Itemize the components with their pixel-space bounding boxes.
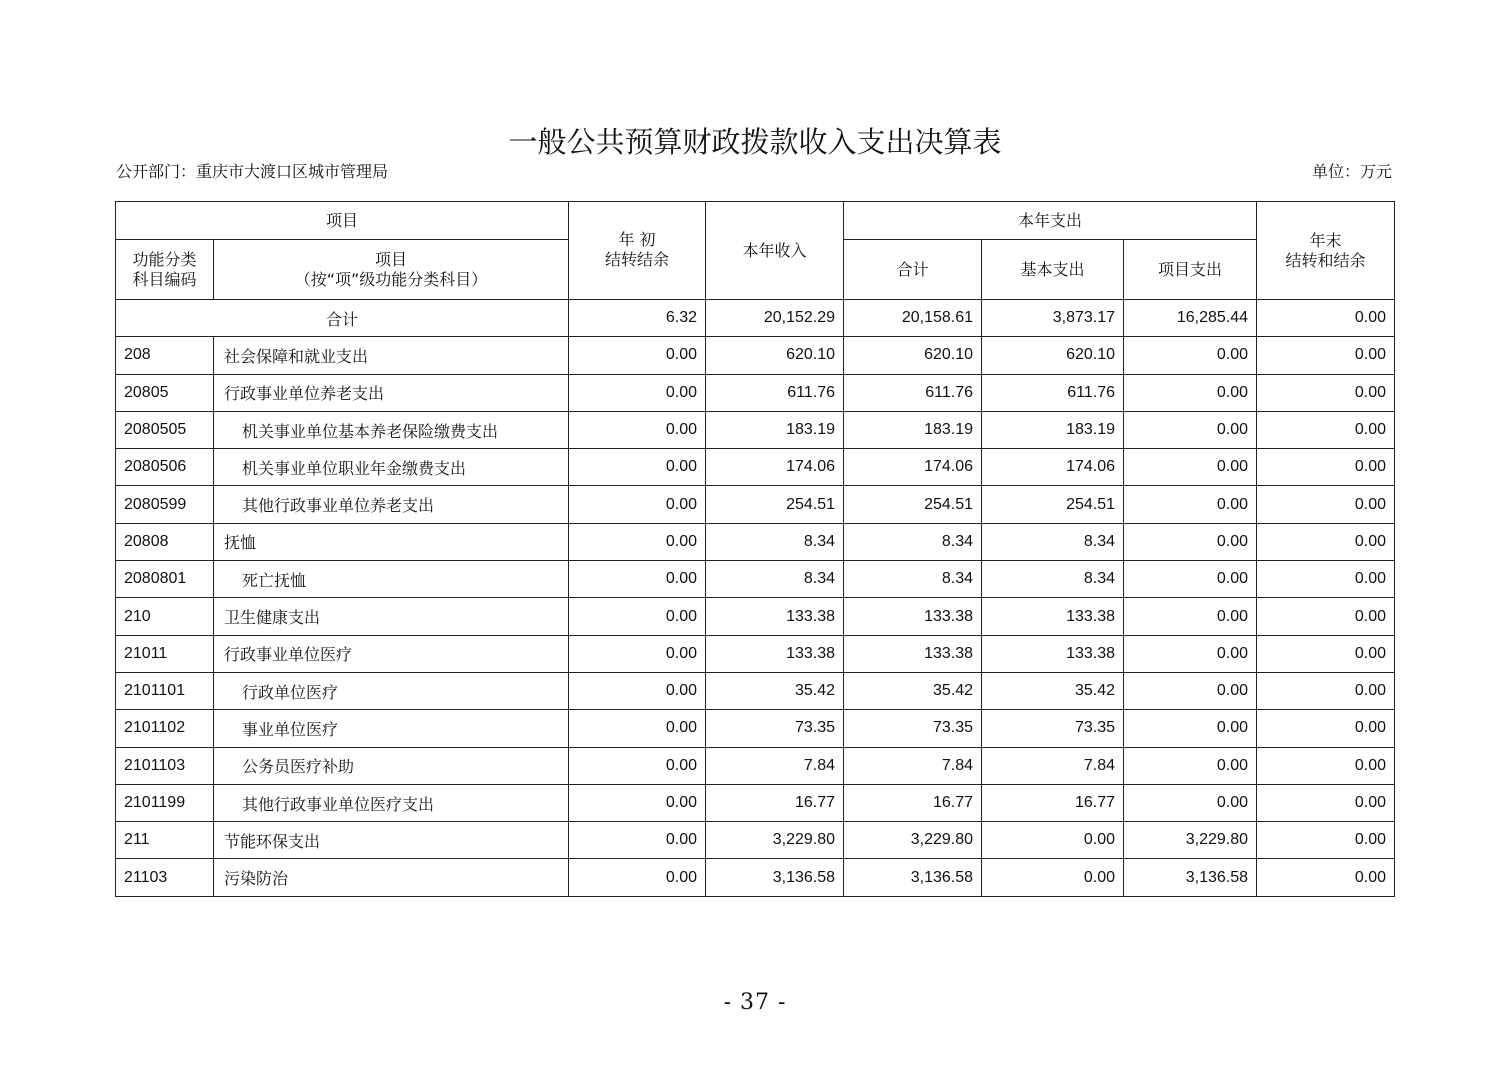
row-expense-project: 0.00 — [1124, 635, 1257, 672]
row-expense-project: 0.00 — [1124, 598, 1257, 635]
table-row — [116, 374, 1395, 411]
row-expense-basic: 133.38 — [982, 635, 1124, 672]
total-begin: 6.32 — [569, 300, 706, 337]
row-code: 2080801 — [116, 561, 214, 598]
row-begin-balance: 0.00 — [569, 635, 706, 672]
row-income: 174.06 — [706, 449, 844, 486]
row-begin-balance: 0.00 — [569, 337, 706, 374]
row-end-balance: 0.00 — [1257, 822, 1395, 859]
row-code: 208 — [116, 337, 214, 374]
row-name: 其他行政事业单位医疗支出 — [214, 784, 569, 821]
table-row — [116, 672, 1395, 709]
row-income: 254.51 — [706, 486, 844, 523]
row-name: 死亡抚恤 — [214, 561, 569, 598]
table-row — [116, 635, 1395, 672]
table-row — [116, 598, 1395, 635]
row-expense-total: 16.77 — [844, 784, 982, 821]
row-expense-project: 0.00 — [1124, 374, 1257, 411]
row-end-balance: 0.00 — [1257, 523, 1395, 560]
row-expense-basic: 254.51 — [982, 486, 1124, 523]
header-code: 功能分类 科目编码 — [116, 240, 214, 300]
row-expense-basic: 611.76 — [982, 374, 1124, 411]
row-begin-balance: 0.00 — [569, 374, 706, 411]
row-expense-total: 620.10 — [844, 337, 982, 374]
row-end-balance: 0.00 — [1257, 784, 1395, 821]
row-name: 行政单位医疗 — [214, 672, 569, 709]
row-begin-balance: 0.00 — [569, 598, 706, 635]
row-name: 节能环保支出 — [214, 822, 569, 859]
row-begin-balance: 0.00 — [569, 822, 706, 859]
row-expense-total: 254.51 — [844, 486, 982, 523]
row-income: 133.38 — [706, 598, 844, 635]
row-name: 行政事业单位养老支出 — [214, 374, 569, 411]
row-expense-basic: 174.06 — [982, 449, 1124, 486]
row-begin-balance: 0.00 — [569, 449, 706, 486]
row-expense-project: 0.00 — [1124, 710, 1257, 747]
row-income: 7.84 — [706, 747, 844, 784]
row-expense-total: 133.38 — [844, 598, 982, 635]
department-label: 公开部门：重庆市大渡口区城市管理局 — [116, 162, 389, 181]
row-code: 21103 — [116, 859, 214, 896]
row-code: 2080505 — [116, 411, 214, 448]
row-expense-basic: 7.84 — [982, 747, 1124, 784]
row-begin-balance: 0.00 — [569, 859, 706, 896]
header-income: 本年收入 — [706, 202, 844, 300]
row-income: 8.34 — [706, 561, 844, 598]
row-expense-project: 0.00 — [1124, 411, 1257, 448]
row-expense-total: 3,136.58 — [844, 859, 982, 896]
row-begin-balance: 0.00 — [569, 523, 706, 560]
row-code: 2080506 — [116, 449, 214, 486]
row-code: 2101103 — [116, 747, 214, 784]
row-code: 2101199 — [116, 784, 214, 821]
row-name: 社会保障和就业支出 — [214, 337, 569, 374]
row-end-balance: 0.00 — [1257, 561, 1395, 598]
row-code: 211 — [116, 822, 214, 859]
row-expense-basic: 133.38 — [982, 598, 1124, 635]
row-income: 8.34 — [706, 523, 844, 560]
row-name: 污染防治 — [214, 859, 569, 896]
row-expense-total: 611.76 — [844, 374, 982, 411]
total-expense-total: 20,158.61 — [844, 300, 982, 337]
row-income: 611.76 — [706, 374, 844, 411]
row-expense-basic: 35.42 — [982, 672, 1124, 709]
row-expense-project: 0.00 — [1124, 672, 1257, 709]
row-name: 其他行政事业单位养老支出 — [214, 486, 569, 523]
row-begin-balance: 0.00 — [569, 672, 706, 709]
row-expense-basic: 73.35 — [982, 710, 1124, 747]
row-expense-project: 3,229.80 — [1124, 822, 1257, 859]
row-expense-total: 174.06 — [844, 449, 982, 486]
table-row — [116, 561, 1395, 598]
budget-table — [115, 201, 1395, 897]
row-expense-project: 0.00 — [1124, 486, 1257, 523]
row-income: 183.19 — [706, 411, 844, 448]
row-expense-basic: 620.10 — [982, 337, 1124, 374]
header-expense-total: 合计 — [844, 240, 982, 300]
table-row — [116, 747, 1395, 784]
row-end-balance: 0.00 — [1257, 411, 1395, 448]
total-row — [116, 300, 1395, 337]
row-income: 620.10 — [706, 337, 844, 374]
header-project: 项目 — [116, 202, 569, 240]
row-expense-project: 0.00 — [1124, 747, 1257, 784]
row-begin-balance: 0.00 — [569, 747, 706, 784]
table-row — [116, 523, 1395, 560]
row-expense-basic: 8.34 — [982, 561, 1124, 598]
row-income: 3,136.58 — [706, 859, 844, 896]
table-row — [116, 411, 1395, 448]
row-expense-basic: 183.19 — [982, 411, 1124, 448]
row-expense-basic: 0.00 — [982, 822, 1124, 859]
row-code: 2101102 — [116, 710, 214, 747]
row-name: 公务员医疗补助 — [214, 747, 569, 784]
row-expense-total: 8.34 — [844, 561, 982, 598]
row-end-balance: 0.00 — [1257, 337, 1395, 374]
row-expense-project: 0.00 — [1124, 523, 1257, 560]
row-expense-total: 8.34 — [844, 523, 982, 560]
total-end: 0.00 — [1257, 300, 1395, 337]
table-row — [116, 486, 1395, 523]
row-code: 20808 — [116, 523, 214, 560]
row-code: 2080599 — [116, 486, 214, 523]
row-name: 抚恤 — [214, 523, 569, 560]
header-begin-balance: 年 初 结转结余 — [569, 202, 706, 300]
row-end-balance: 0.00 — [1257, 747, 1395, 784]
total-label: 合计 — [116, 300, 569, 337]
row-income: 16.77 — [706, 784, 844, 821]
row-begin-balance: 0.00 — [569, 784, 706, 821]
row-name: 机关事业单位职业年金缴费支出 — [214, 449, 569, 486]
row-expense-project: 0.00 — [1124, 561, 1257, 598]
row-end-balance: 0.00 — [1257, 598, 1395, 635]
unit-label: 单位：万元 — [1311, 162, 1392, 181]
row-expense-total: 35.42 — [844, 672, 982, 709]
header-row-1 — [116, 202, 1395, 240]
row-income: 35.42 — [706, 672, 844, 709]
total-expense-basic: 3,873.17 — [982, 300, 1124, 337]
row-expense-project: 0.00 — [1124, 449, 1257, 486]
row-expense-total: 183.19 — [844, 411, 982, 448]
row-name: 卫生健康支出 — [214, 598, 569, 635]
row-end-balance: 0.00 — [1257, 374, 1395, 411]
row-end-balance: 0.00 — [1257, 859, 1395, 896]
row-code: 21011 — [116, 635, 214, 672]
row-income: 133.38 — [706, 635, 844, 672]
header-expense: 本年支出 — [844, 202, 1257, 240]
row-begin-balance: 0.00 — [569, 486, 706, 523]
row-code: 2101101 — [116, 672, 214, 709]
row-name: 行政事业单位医疗 — [214, 635, 569, 672]
table-row — [116, 337, 1395, 374]
row-expense-total: 7.84 — [844, 747, 982, 784]
row-begin-balance: 0.00 — [569, 710, 706, 747]
table-row — [116, 859, 1395, 896]
row-begin-balance: 0.00 — [569, 561, 706, 598]
row-code: 210 — [116, 598, 214, 635]
row-end-balance: 0.00 — [1257, 449, 1395, 486]
row-income: 3,229.80 — [706, 822, 844, 859]
table-row — [116, 449, 1395, 486]
total-income: 20,152.29 — [706, 300, 844, 337]
row-income: 73.35 — [706, 710, 844, 747]
total-expense-project: 16,285.44 — [1124, 300, 1257, 337]
header-expense-basic: 基本支出 — [982, 240, 1124, 300]
row-name: 机关事业单位基本养老保险缴费支出 — [214, 411, 569, 448]
row-name: 事业单位医疗 — [214, 710, 569, 747]
row-expense-basic: 16.77 — [982, 784, 1124, 821]
page-title: 一般公共预算财政拨款收入支出决算表 — [508, 125, 1002, 159]
header-end-balance: 年末 结转和结余 — [1257, 202, 1395, 300]
row-end-balance: 0.00 — [1257, 710, 1395, 747]
row-end-balance: 0.00 — [1257, 672, 1395, 709]
row-expense-basic: 8.34 — [982, 523, 1124, 560]
header-name: 项目 （按“项”级功能分类科目） — [214, 240, 569, 300]
row-expense-project: 3,136.58 — [1124, 859, 1257, 896]
row-end-balance: 0.00 — [1257, 635, 1395, 672]
row-begin-balance: 0.00 — [569, 411, 706, 448]
table-row — [116, 784, 1395, 821]
page-number: - 37 - — [723, 990, 787, 1015]
row-expense-project: 0.00 — [1124, 784, 1257, 821]
row-expense-total: 133.38 — [844, 635, 982, 672]
header-expense-project: 项目支出 — [1124, 240, 1257, 300]
table-row — [116, 822, 1395, 859]
row-code: 20805 — [116, 374, 214, 411]
row-expense-project: 0.00 — [1124, 337, 1257, 374]
row-end-balance: 0.00 — [1257, 486, 1395, 523]
table-row — [116, 710, 1395, 747]
row-expense-basic: 0.00 — [982, 859, 1124, 896]
row-expense-total: 73.35 — [844, 710, 982, 747]
row-expense-total: 3,229.80 — [844, 822, 982, 859]
